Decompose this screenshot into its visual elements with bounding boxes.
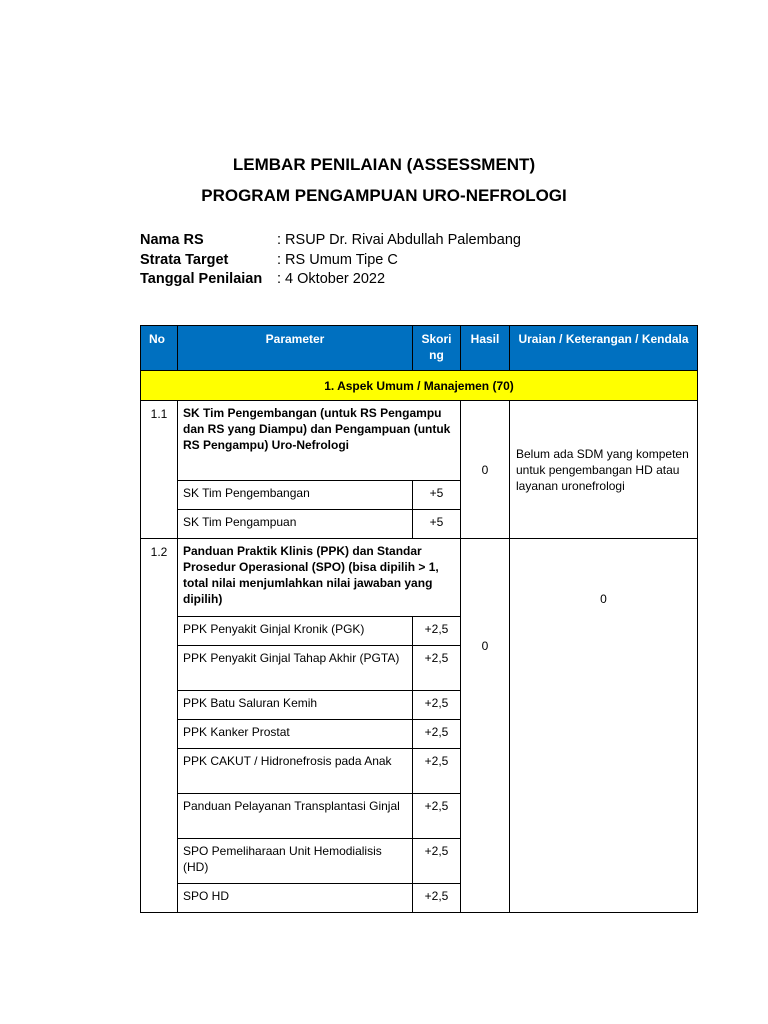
hasil-value: 0 [461,401,510,539]
table-row [141,539,698,617]
parameter-title: SK Tim Pengembangan (untuk RS Pengampu dan RS yang Diampu) dan Pengampuan (untuk RS Pengampu) Uro-Nefrologi [178,401,461,481]
info-value: : RSUP Dr. Rivai Abdullah Palembang [277,232,521,248]
item-score: +2,5 [413,884,461,913]
assessment-table [140,325,698,913]
row-number: 1.2 [141,539,178,913]
item-label: PPK CAKUT / Hidronefrosis pada Anak [178,749,413,794]
item-label: PPK Penyakit Ginjal Kronik (PGK) [178,617,413,646]
document-title: LEMBAR PENILAIAN (ASSESSMENT) [232,155,536,174]
document-subtitle: PROGRAM PENGAMPUAN URO-NEFROLOGI [201,186,567,205]
item-score: +2,5 [413,720,461,749]
item-label: SK Tim Pengembangan [178,481,413,510]
item-score: +2,5 [413,646,461,691]
info-label: Nama RS [140,232,204,248]
header-parameter: Parameter [178,326,413,371]
header-hasil: Hasil [461,326,510,371]
info-label: Tanggal Penilaian [140,271,263,287]
uraian-text: 0 [510,539,698,913]
parameter-title: Panduan Praktik Klinis (PPK) dan Standar Prosedur Operasional (SPO) (bisa dipilih > 1, total nilai menjumlahkan nilai jawaban yang dipilih) [178,539,461,617]
item-score: +2,5 [413,691,461,720]
table-header-row [141,326,698,371]
item-label: SPO HD [178,884,413,913]
header-no: No [141,326,178,371]
item-label: PPK Batu Saluran Kemih [178,691,413,720]
section-row [141,371,698,401]
hasil-value: 0 [461,539,510,913]
uraian-text: Belum ada SDM yang kompeten untuk pengembangan HD atau layanan uronefrologi [510,401,698,539]
item-score: +2,5 [413,794,461,839]
table-row [141,401,698,481]
item-score: +2,5 [413,839,461,884]
item-label: PPK Penyakit Ginjal Tahap Akhir (PGTA) [178,646,413,691]
item-label: Panduan Pelayanan Transplantasi Ginjal [178,794,413,839]
item-score: +2,5 [413,617,461,646]
item-score: +2,5 [413,749,461,794]
item-label: PPK Kanker Prostat [178,720,413,749]
item-score: +5 [413,510,461,539]
info-value: : RS Umum Tipe C [277,252,398,268]
info-value: : 4 Oktober 2022 [277,271,386,287]
item-label: SK Tim Pengampuan [178,510,413,539]
header-skoring: Skori ng [413,326,461,371]
row-number: 1.1 [141,401,178,539]
header-uraian: Uraian / Keterangan / Kendala [510,326,698,371]
item-label: SPO Pemeliharaan Unit Hemodialisis (HD) [178,839,413,884]
info-label: Strata Target [140,252,229,268]
section-title: 1. Aspek Umum / Manajemen (70) [141,371,698,401]
item-score: +5 [413,481,461,510]
